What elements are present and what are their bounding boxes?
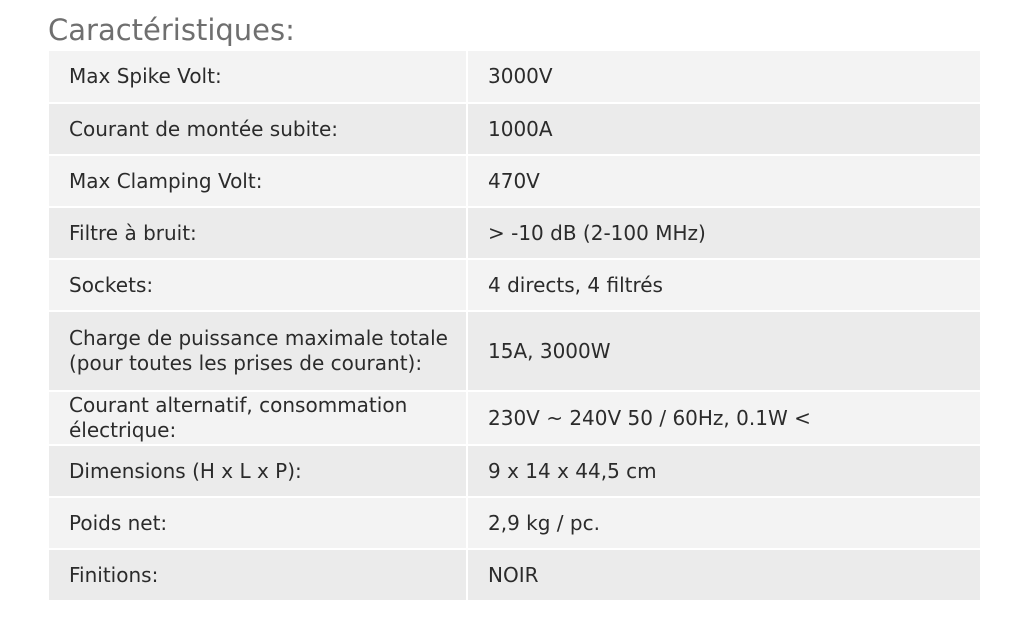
spec-label-ac-power-consumption: Courant alternatif, consommation électrique: <box>49 391 467 445</box>
table-row <box>49 391 980 445</box>
spec-value-sockets: 4 directs, 4 filtrés <box>467 259 980 311</box>
table-row <box>49 311 980 391</box>
table-row <box>49 445 980 497</box>
spec-value-max-spike-volt: 3000V <box>467 51 980 103</box>
table-row <box>49 103 980 155</box>
spec-label-surge-current: Courant de montée subite: <box>49 103 467 155</box>
spec-value-finish: NOIR <box>467 549 980 601</box>
spec-value-max-clamping-volt: 470V <box>467 155 980 207</box>
spec-value-dimensions: 9 x 14 x 44,5 cm <box>467 445 980 497</box>
spec-label-finish: Finitions: <box>49 549 467 601</box>
spec-label-noise-filter: Filtre à bruit: <box>49 207 467 259</box>
table-row <box>49 207 980 259</box>
spec-value-net-weight: 2,9 kg / pc. <box>467 497 980 549</box>
spec-label-max-total-load: Charge de puissance maximale totale (pour toutes les prises de courant): <box>49 311 467 391</box>
table-row <box>49 497 980 549</box>
table-row <box>49 155 980 207</box>
spec-label-sockets: Sockets: <box>49 259 467 311</box>
spec-value-max-total-load: 15A, 3000W <box>467 311 980 391</box>
spec-label-net-weight: Poids net: <box>49 497 467 549</box>
table-row <box>49 259 980 311</box>
specifications-table <box>49 51 980 602</box>
spec-label-max-spike-volt: Max Spike Volt: <box>49 51 467 103</box>
spec-value-ac-power-consumption: 230V ~ 240V 50 / 60Hz, 0.1W < <box>467 391 980 445</box>
spec-value-surge-current: 1000A <box>467 103 980 155</box>
section-title: Caractéristiques: <box>48 13 295 47</box>
spec-label-max-clamping-volt: Max Clamping Volt: <box>49 155 467 207</box>
spec-value-noise-filter: > -10 dB (2-100 MHz) <box>467 207 980 259</box>
spec-label-dimensions: Dimensions (H x L x P): <box>49 445 467 497</box>
table-row <box>49 51 980 103</box>
table-row <box>49 549 980 601</box>
